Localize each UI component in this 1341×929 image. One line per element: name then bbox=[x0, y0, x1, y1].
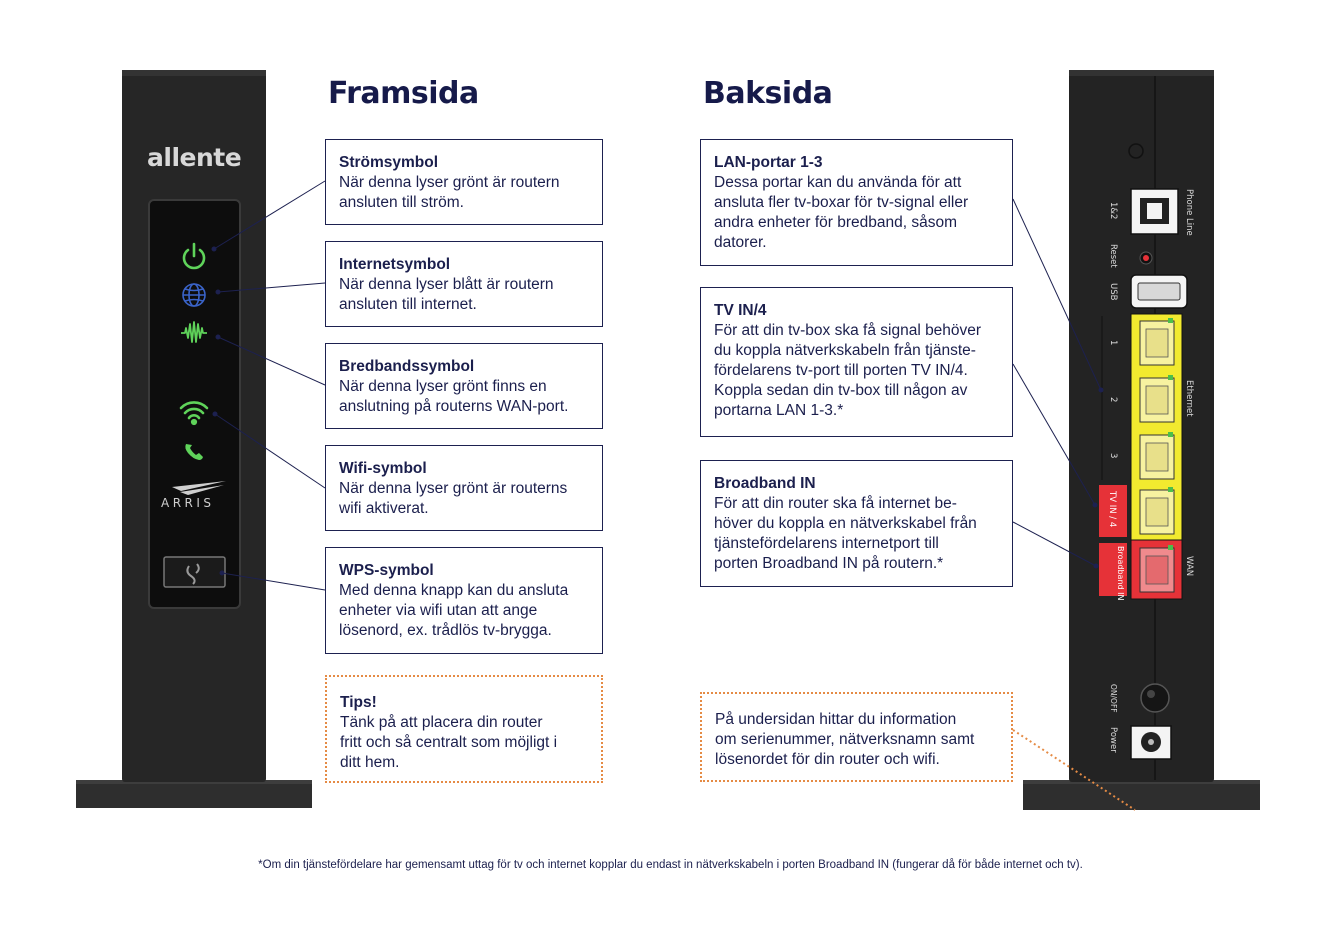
label-lan-2: 2 bbox=[1108, 397, 1118, 403]
box-title: Wifi-symbol bbox=[339, 460, 427, 477]
box-title: TV IN/4 bbox=[714, 302, 767, 319]
box-text: När denna lyser grönt finns en anslutning på routerns WAN-port. bbox=[339, 378, 569, 415]
label-wan: WAN bbox=[1184, 556, 1194, 577]
box-text: För att din router ska få internet be- höver du koppla en nätverkskabel från tjänstefördelarens internetport till porten Broadband IN på routern.* bbox=[714, 495, 977, 572]
box-title: Bredbandssymbol bbox=[339, 358, 475, 375]
box-text: När denna lyser grönt är routern ansluten till ström. bbox=[339, 174, 560, 211]
label-broadband-in: Broadband IN bbox=[1116, 546, 1125, 601]
lan-port-1 bbox=[1140, 318, 1174, 365]
allente-logo: allente bbox=[147, 143, 242, 172]
box-title: Internetsymbol bbox=[339, 256, 451, 273]
label-power: Power bbox=[1108, 727, 1118, 753]
footnote: *Om din tjänstefördelare har gemensamt uttag för tv och internet kopplar du endast in nätverkskabeln i porten Broadband IN (fungerar då för både internet och tv). bbox=[258, 859, 1083, 871]
label-tv-in: TV IN / 4 bbox=[1107, 491, 1117, 528]
label-reset: Reset bbox=[1108, 244, 1118, 268]
front-heading: Framsida bbox=[328, 76, 479, 111]
box-text: För att din tv-box ska få signal behöver du koppla nätverkskabeln från tjänste- fördelarens tv-port till porten TV IN/4. Koppla sedan din tv-box till någon av portarna LAN 1-3.* bbox=[714, 322, 982, 419]
on-off-button bbox=[1141, 684, 1169, 712]
box-title: WPS-symbol bbox=[339, 562, 434, 579]
label-1-2: 1&2 bbox=[1108, 202, 1118, 220]
box-title: Strömsymbol bbox=[339, 154, 439, 171]
box-text: Dessa portar kan du använda för att ansluta fler tv-boxar för tv-signal eller andra enheter för bredband, såsom datorer. bbox=[714, 174, 969, 251]
label-lan-1: 1 bbox=[1108, 340, 1118, 346]
box-text: Med denna knapp kan du ansluta enheter via wifi utan att ange lösenord, ex. trådlös tv-brygga. bbox=[339, 582, 569, 639]
box-title: LAN-portar 1-3 bbox=[714, 154, 823, 171]
info-text: På undersidan hittar du information om serienummer, nätverksnamn samt lösenordet för din router och wifi. bbox=[715, 711, 975, 768]
back-heading: Baksida bbox=[703, 76, 833, 111]
label-phone-line: Phone Line bbox=[1184, 189, 1194, 236]
tv-in-port bbox=[1140, 487, 1174, 534]
label-on-off: ON/OFF bbox=[1109, 684, 1118, 713]
box-text: När denna lyser grönt är routerns wifi aktiverat. bbox=[339, 480, 568, 517]
lan-port-3 bbox=[1140, 432, 1174, 479]
label-lan-3: 3 bbox=[1108, 453, 1118, 459]
box-title: Broadband IN bbox=[714, 475, 816, 492]
lan-port-2 bbox=[1140, 375, 1174, 422]
tip-title: Tips! bbox=[340, 694, 377, 711]
back-router-stand bbox=[1023, 780, 1260, 810]
label-usb: USB bbox=[1108, 283, 1118, 301]
box-text: När denna lyser blått är routern ansluten till internet. bbox=[339, 276, 554, 313]
arris-logo-text: ARRIS bbox=[161, 496, 215, 510]
label-ethernet: Ethernet bbox=[1184, 380, 1194, 417]
tip-text: Tänk på att placera din router fritt och så centralt som möjligt i ditt hem. bbox=[340, 714, 558, 771]
